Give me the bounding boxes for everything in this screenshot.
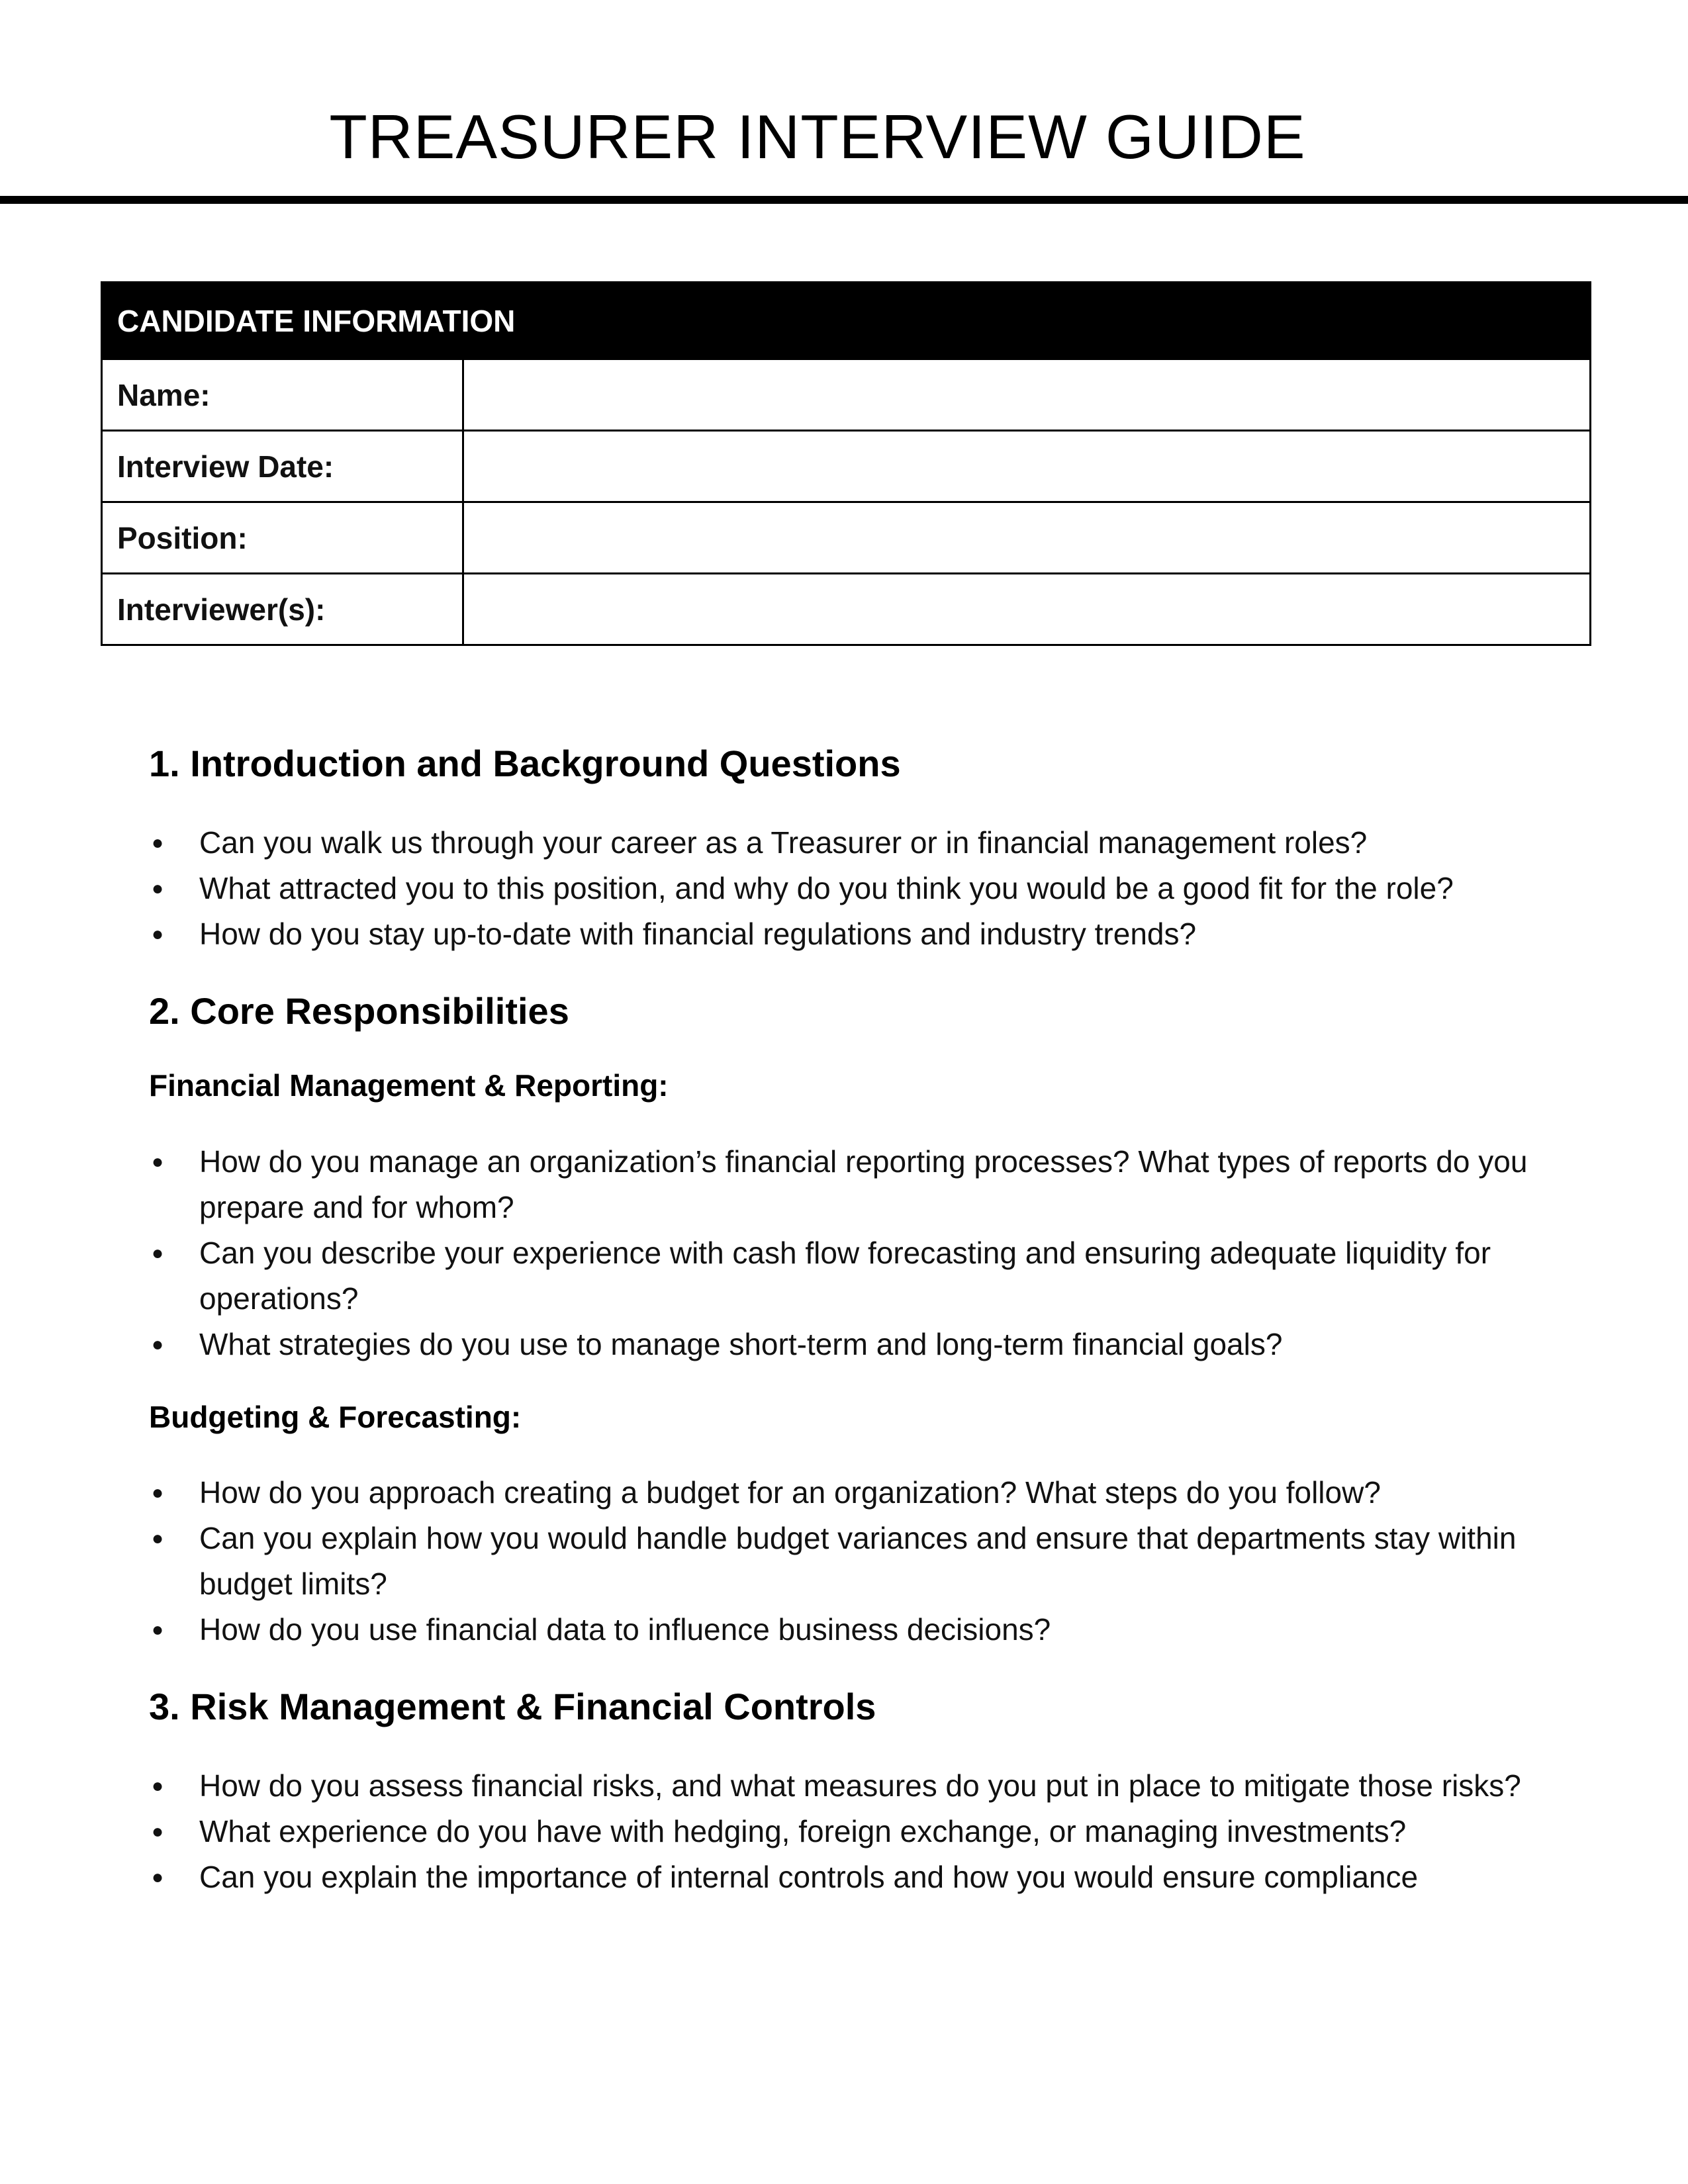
introduction-question-list [149,820,1595,957]
interviewers-field[interactable] [463,574,1591,645]
name-field[interactable] [463,359,1591,431]
list-item: ● Can you explain the importance of internal controls and how you would ensure compliance [149,1854,1595,1900]
position-label: Position: [102,502,463,574]
list-item: ● What attracted you to this position, and why do you think you would be a good fit for the role? [149,866,1595,911]
section-heading-introduction: 1. Introduction and Background Questions [149,743,901,784]
candidate-info-table [101,281,1591,646]
financial-management-question-list [149,1139,1595,1367]
subheading-financial-management: Financial Management & Reporting: [149,1068,669,1103]
interview-date-field[interactable] [463,431,1591,502]
list-item: ● Can you walk us through your career as a Treasurer or in financial management roles? [149,820,1595,866]
list-item: ● What strategies do you use to manage short-term and long-term financial goals? [149,1322,1595,1367]
list-item: ● How do you stay up-to-date with financial regulations and industry trends? [149,911,1595,957]
list-item: ● Can you describe your experience with cash flow forecasting and ensuring adequate liquidity for operations? [149,1230,1595,1322]
document-title: TREASURER INTERVIEW GUIDE [329,102,1306,171]
candidate-info-header: CANDIDATE INFORMATION [102,283,1591,359]
interview-date-label: Interview Date: [102,431,463,502]
section-heading-risk-management: 3. Risk Management & Financial Controls [149,1685,876,1727]
list-item: ● How do you assess financial risks, and what measures do you put in place to mitigate those risks? [149,1763,1595,1809]
table-row [102,359,1591,431]
subheading-budgeting: Budgeting & Forecasting: [149,1399,522,1434]
risk-management-question-list [149,1763,1595,1900]
interviewers-label: Interviewer(s): [102,574,463,645]
list-item: ● Can you explain how you would handle budget variances and ensure that departments stay within budget limits? [149,1516,1595,1607]
list-item: ● How do you approach creating a budget for an organization? What steps do you follow? [149,1470,1595,1516]
position-field[interactable] [463,502,1591,574]
list-item: ● What experience do you have with hedging, foreign exchange, or managing investments? [149,1809,1595,1854]
title-divider [0,196,1688,204]
budgeting-question-list [149,1470,1595,1653]
table-row [102,431,1591,502]
list-item: ● How do you manage an organization’s financial reporting processes? What types of reports do you prepare and for whom? [149,1139,1595,1230]
name-label: Name: [102,359,463,431]
list-item: ● How do you use financial data to influence business decisions? [149,1607,1595,1653]
section-heading-core-responsibilities: 2. Core Responsibilities [149,990,569,1032]
table-row [102,502,1591,574]
questions-content [149,741,1595,1900]
table-row [102,574,1591,645]
